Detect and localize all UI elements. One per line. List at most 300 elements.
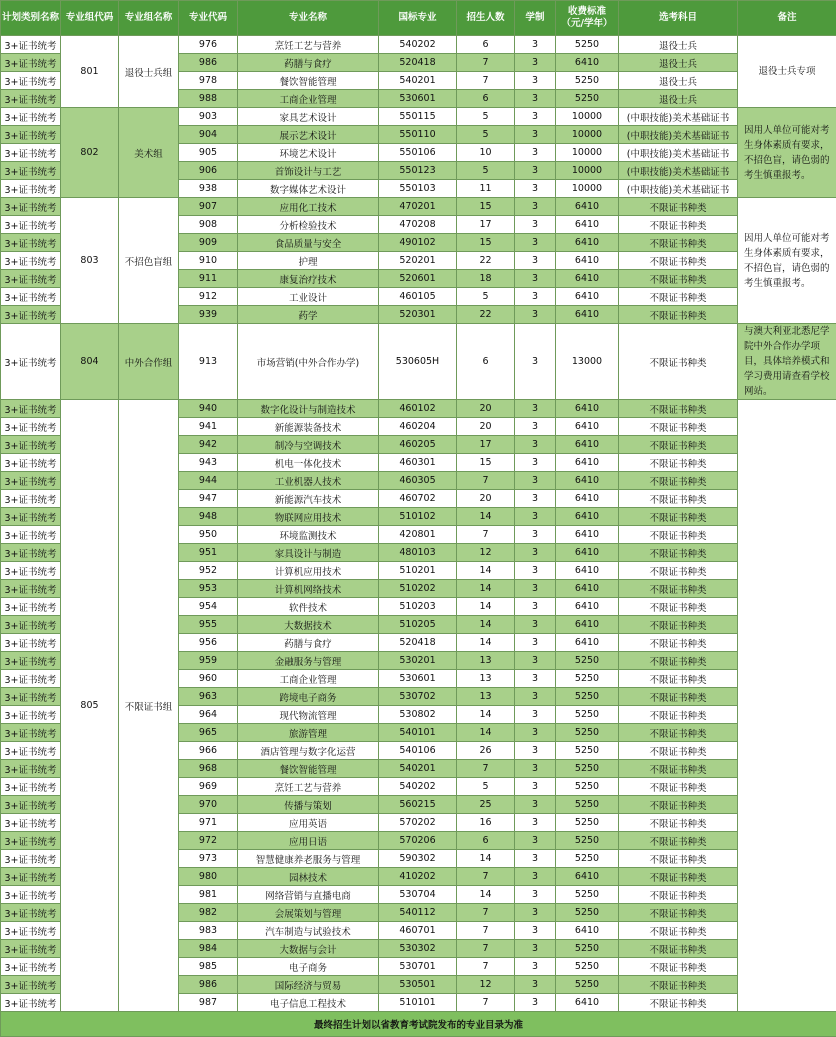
subjects-cell: 不限证书种类 bbox=[619, 216, 738, 234]
major-name-cell: 计算机应用技术 bbox=[238, 562, 379, 580]
major-code-cell: 980 bbox=[179, 868, 238, 886]
national-code-cell: 530701 bbox=[379, 958, 457, 976]
plan-category-cell: 3+证书统考 bbox=[1, 508, 61, 526]
fee-cell: 6410 bbox=[556, 526, 619, 544]
subjects-cell: 不限证书种类 bbox=[619, 198, 738, 216]
fee-cell: 6410 bbox=[556, 306, 619, 324]
national-code-cell: 530501 bbox=[379, 976, 457, 994]
major-name-cell: 首饰设计与工艺 bbox=[238, 162, 379, 180]
plan-category-cell: 3+证书统考 bbox=[1, 832, 61, 850]
duration-cell: 3 bbox=[515, 252, 556, 270]
fee-cell: 6410 bbox=[556, 270, 619, 288]
group-code-cell: 805 bbox=[61, 400, 119, 1012]
subjects-cell: 不限证书种类 bbox=[619, 868, 738, 886]
major-name-cell: 展示艺术设计 bbox=[238, 126, 379, 144]
fee-cell: 5250 bbox=[556, 976, 619, 994]
major-name-cell: 药膳与食疗 bbox=[238, 54, 379, 72]
major-code-cell: 952 bbox=[179, 562, 238, 580]
major-name-cell: 药学 bbox=[238, 306, 379, 324]
enrollment-count-cell: 6 bbox=[457, 36, 515, 54]
fee-cell: 5250 bbox=[556, 796, 619, 814]
duration-cell: 3 bbox=[515, 270, 556, 288]
duration-cell: 3 bbox=[515, 234, 556, 252]
fee-cell: 5250 bbox=[556, 688, 619, 706]
enrollment-count-cell: 7 bbox=[457, 868, 515, 886]
header-plan-category: 计划类别名称 bbox=[1, 1, 61, 36]
fee-cell: 6410 bbox=[556, 216, 619, 234]
subjects-cell: 不限证书种类 bbox=[619, 760, 738, 778]
enrollment-count-cell: 7 bbox=[457, 940, 515, 958]
fee-cell: 5250 bbox=[556, 670, 619, 688]
major-code-cell: 956 bbox=[179, 634, 238, 652]
national-code-cell: 420801 bbox=[379, 526, 457, 544]
plan-category-cell: 3+证书统考 bbox=[1, 288, 61, 306]
header-remarks: 备注 bbox=[738, 1, 836, 36]
duration-cell: 3 bbox=[515, 814, 556, 832]
duration-cell: 3 bbox=[515, 306, 556, 324]
fee-cell: 5250 bbox=[556, 886, 619, 904]
national-code-cell: 510102 bbox=[379, 508, 457, 526]
duration-cell: 3 bbox=[515, 54, 556, 72]
group-name-cell: 美术组 bbox=[119, 108, 179, 198]
major-code-cell: 907 bbox=[179, 198, 238, 216]
plan-category-cell: 3+证书统考 bbox=[1, 544, 61, 562]
group-name-cell: 退役士兵组 bbox=[119, 36, 179, 108]
fee-cell: 10000 bbox=[556, 126, 619, 144]
major-code-cell: 982 bbox=[179, 904, 238, 922]
enrollment-count-cell: 5 bbox=[457, 288, 515, 306]
major-code-cell: 955 bbox=[179, 616, 238, 634]
subjects-cell: 不限证书种类 bbox=[619, 634, 738, 652]
national-code-cell: 460205 bbox=[379, 436, 457, 454]
major-name-cell: 餐饮智能管理 bbox=[238, 760, 379, 778]
duration-cell: 3 bbox=[515, 108, 556, 126]
fee-cell: 6410 bbox=[556, 400, 619, 418]
group-code-cell: 802 bbox=[61, 108, 119, 198]
plan-category-cell: 3+证书统考 bbox=[1, 108, 61, 126]
national-code-cell: 540202 bbox=[379, 778, 457, 796]
enrollment-count-cell: 14 bbox=[457, 634, 515, 652]
major-name-cell: 康复治疗技术 bbox=[238, 270, 379, 288]
national-code-cell: 510203 bbox=[379, 598, 457, 616]
major-code-cell: 960 bbox=[179, 670, 238, 688]
subjects-cell: 不限证书种类 bbox=[619, 616, 738, 634]
national-code-cell: 530601 bbox=[379, 90, 457, 108]
duration-cell: 3 bbox=[515, 670, 556, 688]
plan-category-cell: 3+证书统考 bbox=[1, 216, 61, 234]
fee-cell: 5250 bbox=[556, 72, 619, 90]
enrollment-count-cell: 10 bbox=[457, 144, 515, 162]
fee-cell: 6410 bbox=[556, 288, 619, 306]
duration-cell: 3 bbox=[515, 652, 556, 670]
fee-cell: 6410 bbox=[556, 454, 619, 472]
plan-category-cell: 3+证书统考 bbox=[1, 994, 61, 1012]
subjects-cell: 不限证书种类 bbox=[619, 252, 738, 270]
remarks-cell: 退役士兵专项 bbox=[738, 36, 836, 108]
duration-cell: 3 bbox=[515, 580, 556, 598]
fee-cell: 6410 bbox=[556, 616, 619, 634]
major-code-cell: 971 bbox=[179, 814, 238, 832]
major-name-cell: 分析检验技术 bbox=[238, 216, 379, 234]
plan-category-cell: 3+证书统考 bbox=[1, 436, 61, 454]
national-code-cell: 510101 bbox=[379, 994, 457, 1012]
major-code-cell: 910 bbox=[179, 252, 238, 270]
enrollment-count-cell: 16 bbox=[457, 814, 515, 832]
national-code-cell: 590302 bbox=[379, 850, 457, 868]
duration-cell: 3 bbox=[515, 72, 556, 90]
duration-cell: 3 bbox=[515, 886, 556, 904]
national-code-cell: 460702 bbox=[379, 490, 457, 508]
table-body bbox=[1, 36, 836, 1012]
fee-cell: 6410 bbox=[556, 868, 619, 886]
major-name-cell: 园林技术 bbox=[238, 868, 379, 886]
duration-cell: 3 bbox=[515, 598, 556, 616]
subjects-cell: 不限证书种类 bbox=[619, 652, 738, 670]
group-code-cell: 803 bbox=[61, 198, 119, 324]
enrollment-count-cell: 13 bbox=[457, 652, 515, 670]
enrollment-count-cell: 7 bbox=[457, 958, 515, 976]
plan-category-cell: 3+证书统考 bbox=[1, 742, 61, 760]
plan-category-cell: 3+证书统考 bbox=[1, 54, 61, 72]
national-code-cell: 460102 bbox=[379, 400, 457, 418]
duration-cell: 3 bbox=[515, 490, 556, 508]
subjects-cell: 不限证书种类 bbox=[619, 688, 738, 706]
major-code-cell: 905 bbox=[179, 144, 238, 162]
enrollment-count-cell: 7 bbox=[457, 472, 515, 490]
national-code-cell: 570206 bbox=[379, 832, 457, 850]
enrollment-count-cell: 20 bbox=[457, 418, 515, 436]
subjects-cell: (中职技能)美术基础证书 bbox=[619, 126, 738, 144]
duration-cell: 3 bbox=[515, 436, 556, 454]
fee-cell: 5250 bbox=[556, 706, 619, 724]
plan-category-cell: 3+证书统考 bbox=[1, 36, 61, 54]
major-code-cell: 972 bbox=[179, 832, 238, 850]
plan-category-cell: 3+证书统考 bbox=[1, 324, 61, 400]
national-code-cell: 550123 bbox=[379, 162, 457, 180]
national-code-cell: 550103 bbox=[379, 180, 457, 198]
major-name-cell: 市场营销(中外合作办学) bbox=[238, 324, 379, 400]
subjects-cell: 不限证书种类 bbox=[619, 544, 738, 562]
major-name-cell: 酒店管理与数字化运营 bbox=[238, 742, 379, 760]
plan-category-cell: 3+证书统考 bbox=[1, 180, 61, 198]
fee-cell: 10000 bbox=[556, 162, 619, 180]
major-code-cell: 965 bbox=[179, 724, 238, 742]
enrollment-count-cell: 7 bbox=[457, 54, 515, 72]
major-code-cell: 970 bbox=[179, 796, 238, 814]
major-name-cell: 现代物流管理 bbox=[238, 706, 379, 724]
national-code-cell: 530802 bbox=[379, 706, 457, 724]
enrollment-count-cell: 12 bbox=[457, 544, 515, 562]
duration-cell: 3 bbox=[515, 400, 556, 418]
major-name-cell: 跨境电子商务 bbox=[238, 688, 379, 706]
fee-cell: 6410 bbox=[556, 54, 619, 72]
plan-category-cell: 3+证书统考 bbox=[1, 634, 61, 652]
enrollment-count-cell: 6 bbox=[457, 324, 515, 400]
major-name-cell: 工商企业管理 bbox=[238, 90, 379, 108]
major-code-cell: 966 bbox=[179, 742, 238, 760]
major-code-cell: 963 bbox=[179, 688, 238, 706]
plan-category-cell: 3+证书统考 bbox=[1, 616, 61, 634]
duration-cell: 3 bbox=[515, 454, 556, 472]
enrollment-count-cell: 7 bbox=[457, 904, 515, 922]
fee-cell: 6410 bbox=[556, 508, 619, 526]
major-name-cell: 汽车制造与试验技术 bbox=[238, 922, 379, 940]
fee-cell: 5250 bbox=[556, 958, 619, 976]
national-code-cell: 460305 bbox=[379, 472, 457, 490]
major-name-cell: 网络营销与直播电商 bbox=[238, 886, 379, 904]
national-code-cell: 490102 bbox=[379, 234, 457, 252]
enrollment-count-cell: 6 bbox=[457, 832, 515, 850]
enrollment-count-cell: 14 bbox=[457, 724, 515, 742]
duration-cell: 3 bbox=[515, 90, 556, 108]
major-name-cell: 应用化工技术 bbox=[238, 198, 379, 216]
fee-cell: 6410 bbox=[556, 994, 619, 1012]
major-code-cell: 948 bbox=[179, 508, 238, 526]
enrollment-count-cell: 14 bbox=[457, 850, 515, 868]
table-header-row bbox=[1, 1, 836, 36]
major-name-cell: 智慧健康养老服务与管理 bbox=[238, 850, 379, 868]
subjects-cell: 不限证书种类 bbox=[619, 472, 738, 490]
enrollment-count-cell: 14 bbox=[457, 706, 515, 724]
subjects-cell: 不限证书种类 bbox=[619, 306, 738, 324]
duration-cell: 3 bbox=[515, 634, 556, 652]
national-code-cell: 540112 bbox=[379, 904, 457, 922]
duration-cell: 3 bbox=[515, 288, 556, 306]
enrollment-count-cell: 17 bbox=[457, 216, 515, 234]
major-code-cell: 903 bbox=[179, 108, 238, 126]
header-national-code: 国标专业 bbox=[379, 1, 457, 36]
subjects-cell: 不限证书种类 bbox=[619, 886, 738, 904]
subjects-cell: 不限证书种类 bbox=[619, 778, 738, 796]
plan-category-cell: 3+证书统考 bbox=[1, 400, 61, 418]
enrollment-count-cell: 14 bbox=[457, 508, 515, 526]
fee-cell: 6410 bbox=[556, 418, 619, 436]
duration-cell: 3 bbox=[515, 706, 556, 724]
duration-cell: 3 bbox=[515, 940, 556, 958]
plan-category-cell: 3+证书统考 bbox=[1, 598, 61, 616]
enrollment-count-cell: 14 bbox=[457, 598, 515, 616]
national-code-cell: 560215 bbox=[379, 796, 457, 814]
major-code-cell: 976 bbox=[179, 36, 238, 54]
fee-cell: 5250 bbox=[556, 832, 619, 850]
enrollment-count-cell: 22 bbox=[457, 306, 515, 324]
plan-category-cell: 3+证书统考 bbox=[1, 688, 61, 706]
national-code-cell: 550115 bbox=[379, 108, 457, 126]
plan-category-cell: 3+证书统考 bbox=[1, 472, 61, 490]
fee-cell: 6410 bbox=[556, 234, 619, 252]
group-name-cell: 中外合作组 bbox=[119, 324, 179, 400]
table-row bbox=[1, 36, 836, 54]
footer-row bbox=[1, 1012, 836, 1037]
major-code-cell: 942 bbox=[179, 436, 238, 454]
major-code-cell: 938 bbox=[179, 180, 238, 198]
remarks-cell bbox=[738, 400, 836, 1012]
major-name-cell: 工商企业管理 bbox=[238, 670, 379, 688]
duration-cell: 3 bbox=[515, 544, 556, 562]
national-code-cell: 530702 bbox=[379, 688, 457, 706]
header-subjects: 选考科目 bbox=[619, 1, 738, 36]
duration-cell: 3 bbox=[515, 36, 556, 54]
duration-cell: 3 bbox=[515, 796, 556, 814]
header-group-name: 专业组名称 bbox=[119, 1, 179, 36]
fee-cell: 5250 bbox=[556, 652, 619, 670]
plan-category-cell: 3+证书统考 bbox=[1, 306, 61, 324]
subjects-cell: 不限证书种类 bbox=[619, 418, 738, 436]
plan-category-cell: 3+证书统考 bbox=[1, 198, 61, 216]
major-code-cell: 973 bbox=[179, 850, 238, 868]
major-code-cell: 911 bbox=[179, 270, 238, 288]
duration-cell: 3 bbox=[515, 760, 556, 778]
header-duration: 学制 bbox=[515, 1, 556, 36]
plan-category-cell: 3+证书统考 bbox=[1, 234, 61, 252]
subjects-cell: 不限证书种类 bbox=[619, 234, 738, 252]
header-fee-label: 收费标准 （元/学年） bbox=[562, 6, 613, 30]
enrollment-count-cell: 6 bbox=[457, 90, 515, 108]
duration-cell: 3 bbox=[515, 144, 556, 162]
table-row bbox=[1, 324, 836, 400]
duration-cell: 3 bbox=[515, 850, 556, 868]
plan-category-cell: 3+证书统考 bbox=[1, 976, 61, 994]
subjects-cell: 不限证书种类 bbox=[619, 454, 738, 472]
duration-cell: 3 bbox=[515, 778, 556, 796]
subjects-cell: 不限证书种类 bbox=[619, 724, 738, 742]
fee-cell: 6410 bbox=[556, 198, 619, 216]
duration-cell: 3 bbox=[515, 958, 556, 976]
fee-cell: 5250 bbox=[556, 724, 619, 742]
enrollment-count-cell: 14 bbox=[457, 616, 515, 634]
fee-cell: 13000 bbox=[556, 324, 619, 400]
duration-cell: 3 bbox=[515, 126, 556, 144]
plan-category-cell: 3+证书统考 bbox=[1, 814, 61, 832]
national-code-cell: 520418 bbox=[379, 54, 457, 72]
group-code-cell: 804 bbox=[61, 324, 119, 400]
major-code-cell: 947 bbox=[179, 490, 238, 508]
subjects-cell: 不限证书种类 bbox=[619, 814, 738, 832]
major-code-cell: 953 bbox=[179, 580, 238, 598]
subjects-cell: 不限证书种类 bbox=[619, 580, 738, 598]
national-code-cell: 460204 bbox=[379, 418, 457, 436]
fee-cell: 6410 bbox=[556, 580, 619, 598]
enrollment-count-cell: 7 bbox=[457, 922, 515, 940]
duration-cell: 3 bbox=[515, 742, 556, 760]
subjects-cell: 不限证书种类 bbox=[619, 526, 738, 544]
major-name-cell: 传播与策划 bbox=[238, 796, 379, 814]
plan-category-cell: 3+证书统考 bbox=[1, 958, 61, 976]
national-code-cell: 540201 bbox=[379, 760, 457, 778]
major-name-cell: 大数据技术 bbox=[238, 616, 379, 634]
plan-category-cell: 3+证书统考 bbox=[1, 454, 61, 472]
fee-cell: 6410 bbox=[556, 634, 619, 652]
major-name-cell: 护理 bbox=[238, 252, 379, 270]
national-code-cell: 540101 bbox=[379, 724, 457, 742]
enrollment-count-cell: 22 bbox=[457, 252, 515, 270]
duration-cell: 3 bbox=[515, 418, 556, 436]
duration-cell: 3 bbox=[515, 198, 556, 216]
enrollment-count-cell: 5 bbox=[457, 162, 515, 180]
fee-cell: 5250 bbox=[556, 760, 619, 778]
major-code-cell: 969 bbox=[179, 778, 238, 796]
national-code-cell: 470201 bbox=[379, 198, 457, 216]
plan-category-cell: 3+证书统考 bbox=[1, 252, 61, 270]
remarks-cell: 与澳大利亚北悉尼学院中外合作办学项目，具体培养模式和学习费用请查看学校网站。 bbox=[738, 324, 836, 400]
national-code-cell: 550106 bbox=[379, 144, 457, 162]
fee-cell: 10000 bbox=[556, 108, 619, 126]
duration-cell: 3 bbox=[515, 562, 556, 580]
major-name-cell: 金融服务与管理 bbox=[238, 652, 379, 670]
subjects-cell: (中职技能)美术基础证书 bbox=[619, 144, 738, 162]
fee-cell: 10000 bbox=[556, 180, 619, 198]
duration-cell: 3 bbox=[515, 324, 556, 400]
national-code-cell: 460301 bbox=[379, 454, 457, 472]
major-name-cell: 环境艺术设计 bbox=[238, 144, 379, 162]
fee-cell: 6410 bbox=[556, 490, 619, 508]
plan-category-cell: 3+证书统考 bbox=[1, 144, 61, 162]
header-group-code: 专业组代码 bbox=[61, 1, 119, 36]
major-code-cell: 904 bbox=[179, 126, 238, 144]
major-code-cell: 943 bbox=[179, 454, 238, 472]
national-code-cell: 540201 bbox=[379, 72, 457, 90]
major-code-cell: 906 bbox=[179, 162, 238, 180]
major-code-cell: 983 bbox=[179, 922, 238, 940]
enrollment-count-cell: 14 bbox=[457, 580, 515, 598]
enrollment-count-cell: 5 bbox=[457, 108, 515, 126]
fee-cell: 5250 bbox=[556, 940, 619, 958]
national-code-cell: 410202 bbox=[379, 868, 457, 886]
subjects-cell: 不限证书种类 bbox=[619, 832, 738, 850]
major-name-cell: 电子商务 bbox=[238, 958, 379, 976]
subjects-cell: (中职技能)美术基础证书 bbox=[619, 108, 738, 126]
enrollment-count-cell: 15 bbox=[457, 198, 515, 216]
fee-cell: 6410 bbox=[556, 922, 619, 940]
enrollment-count-cell: 26 bbox=[457, 742, 515, 760]
footer-note: 最终招生计划以省教育考试院发布的专业目录为准 bbox=[1, 1012, 836, 1037]
subjects-cell: 退役士兵 bbox=[619, 72, 738, 90]
major-code-cell: 978 bbox=[179, 72, 238, 90]
header-major-code: 专业代码 bbox=[179, 1, 238, 36]
subjects-cell: 不限证书种类 bbox=[619, 994, 738, 1012]
plan-category-cell: 3+证书统考 bbox=[1, 886, 61, 904]
national-code-cell: 530302 bbox=[379, 940, 457, 958]
fee-cell: 6410 bbox=[556, 562, 619, 580]
header-enrollment: 招生人数 bbox=[457, 1, 515, 36]
subjects-cell: 不限证书种类 bbox=[619, 270, 738, 288]
major-name-cell: 数字媒体艺术设计 bbox=[238, 180, 379, 198]
enrollment-count-cell: 7 bbox=[457, 72, 515, 90]
major-code-cell: 941 bbox=[179, 418, 238, 436]
plan-category-cell: 3+证书统考 bbox=[1, 418, 61, 436]
major-name-cell: 国际经济与贸易 bbox=[238, 976, 379, 994]
subjects-cell: 不限证书种类 bbox=[619, 976, 738, 994]
plan-category-cell: 3+证书统考 bbox=[1, 760, 61, 778]
major-name-cell: 大数据与会计 bbox=[238, 940, 379, 958]
enrollment-count-cell: 7 bbox=[457, 994, 515, 1012]
subjects-cell: 不限证书种类 bbox=[619, 324, 738, 400]
subjects-cell: (中职技能)美术基础证书 bbox=[619, 180, 738, 198]
duration-cell: 3 bbox=[515, 904, 556, 922]
major-name-cell: 家具艺术设计 bbox=[238, 108, 379, 126]
enrollment-count-cell: 20 bbox=[457, 400, 515, 418]
enrollment-count-cell: 13 bbox=[457, 688, 515, 706]
enrollment-count-cell: 20 bbox=[457, 490, 515, 508]
enrollment-count-cell: 18 bbox=[457, 270, 515, 288]
subjects-cell: 不限证书种类 bbox=[619, 742, 738, 760]
major-code-cell: 981 bbox=[179, 886, 238, 904]
subjects-cell: 不限证书种类 bbox=[619, 400, 738, 418]
major-code-cell: 944 bbox=[179, 472, 238, 490]
plan-category-cell: 3+证书统考 bbox=[1, 778, 61, 796]
national-code-cell: 510202 bbox=[379, 580, 457, 598]
duration-cell: 3 bbox=[515, 526, 556, 544]
